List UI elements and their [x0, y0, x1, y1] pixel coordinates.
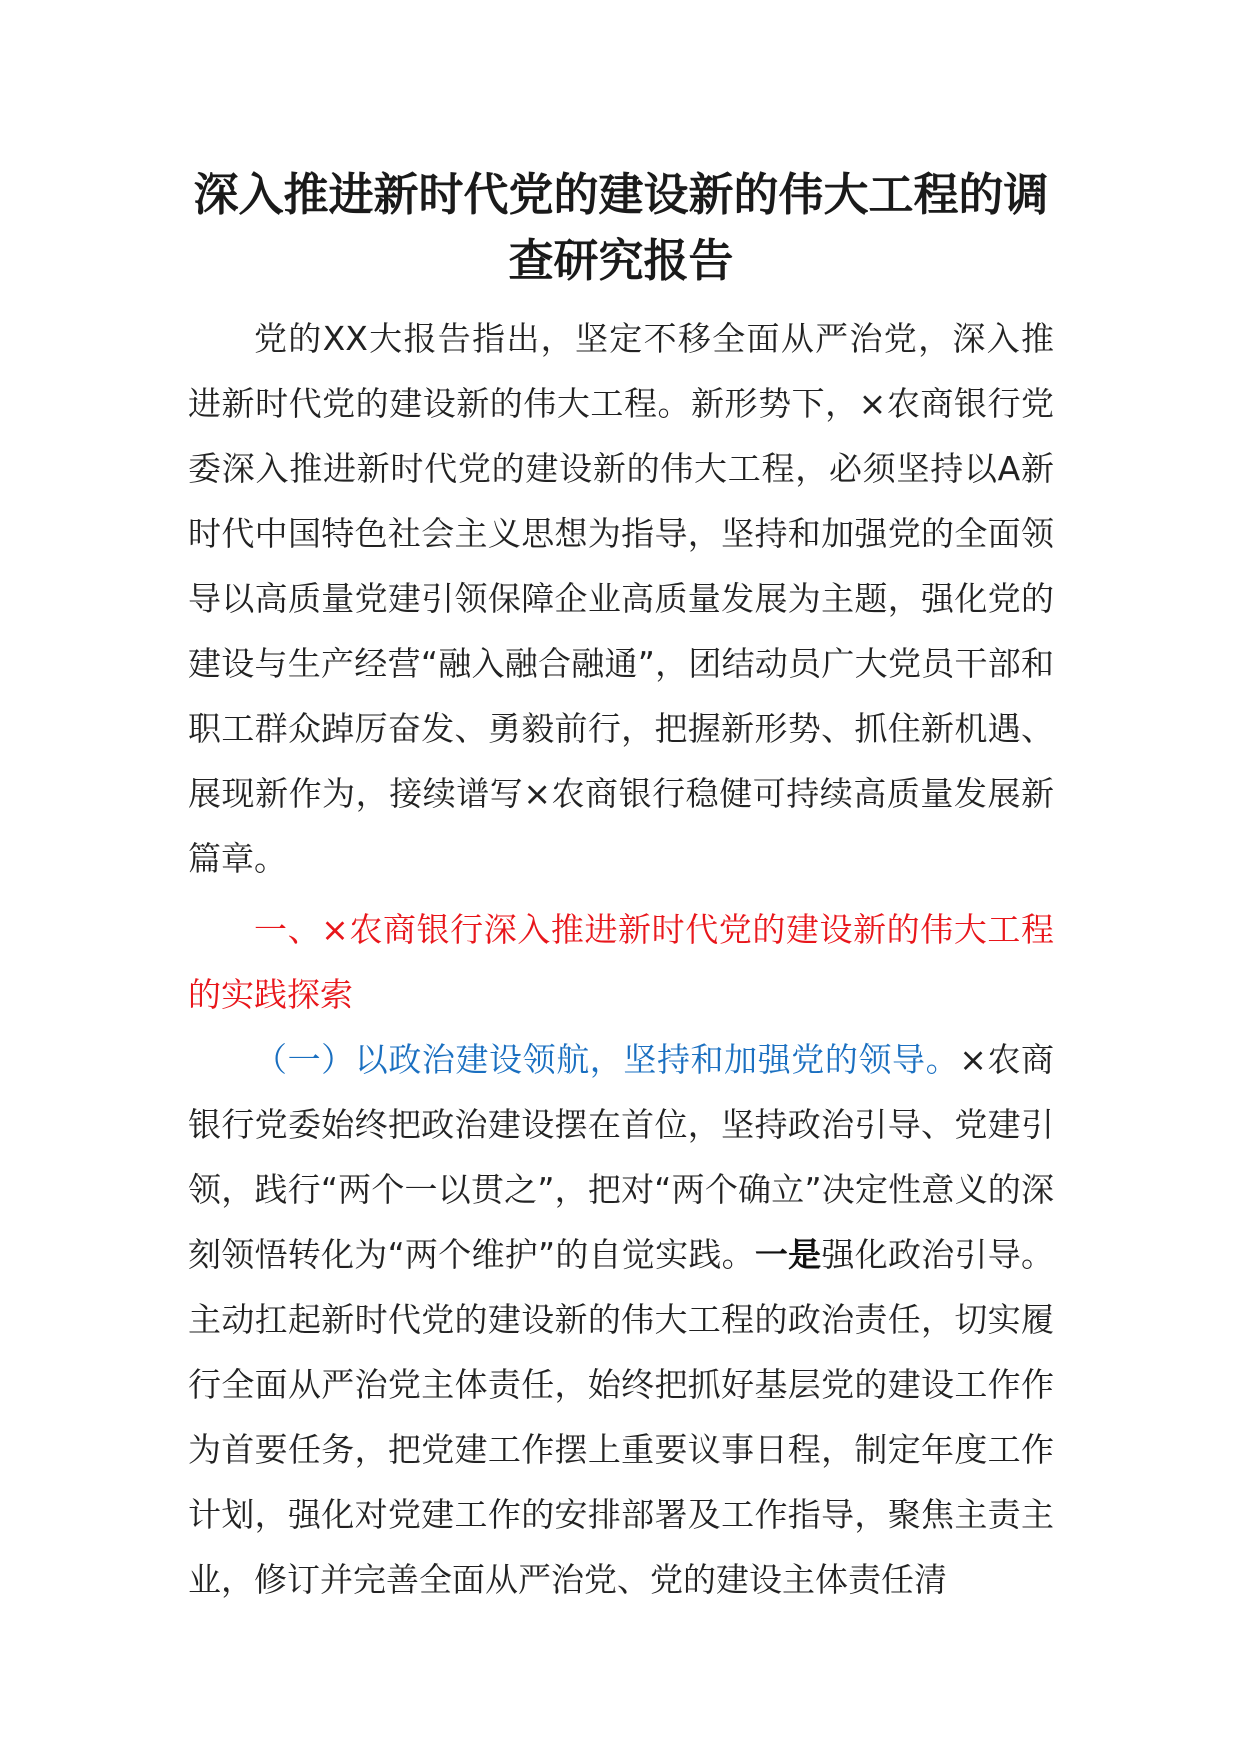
intro-paragraph: 党的XX大报告指出，坚定不移全面从严治党，深入推进新时代党的建设新的伟大工程。新形势下，×农商银行党委深入推进新时代党的建设新的伟大工程，必须坚持以A新时代中国特色社会主义思想为指导，坚持和加强党的全面领导以高质量党建引领保障企业高质量发展为主题，强化党的建设与生产经营“融入融合融通”，团结动员广大党员干部和职工群众踔厉奋发、勇毅前行，把握新形势、抓住新机遇、展现新作为，接续谱写×农商银行稳健可持续高质量发展新篇章。 — [188, 319, 1054, 878]
subsection-one-heading: （一）以政治建设领航，坚持和加强党的领导。 — [254, 1040, 960, 1079]
document-page — [188, 162, 1054, 1612]
document-title: 深入推进新时代党的建设新的伟大工程的调查研究报告 — [193, 168, 1049, 287]
subsection-one-text-part2: 强化政治引导。主动扛起新时代党的建设新的伟大工程的政治责任，切实履行全面从严治党主体责任，始终把抓好基层党的建设工作作为首要任务，把党建工作摆上重要议事日程，制定年度工作计划，强化对党建工作的安排部署及工作指导，聚焦主责主业，修订并完善全面从严治党、党的建设主体责任清 — [188, 1235, 1055, 1599]
bold-marker-first: 一是 — [754, 1235, 822, 1274]
subsection-one-text-part1: ×农商银行党委始终把政治建设摆在首位，坚持政治引导、党建引领，践行“两个一以贯之”，把对“两个确立”决定性意义的深刻领悟转化为“两个维护”的自觉实践。 — [188, 1040, 1054, 1274]
subsection-one-paragraph — [188, 1027, 1054, 1612]
section-one-heading: 一、×农商银行深入推进新时代党的建设新的伟大工程的实践探索 — [188, 910, 1054, 1014]
